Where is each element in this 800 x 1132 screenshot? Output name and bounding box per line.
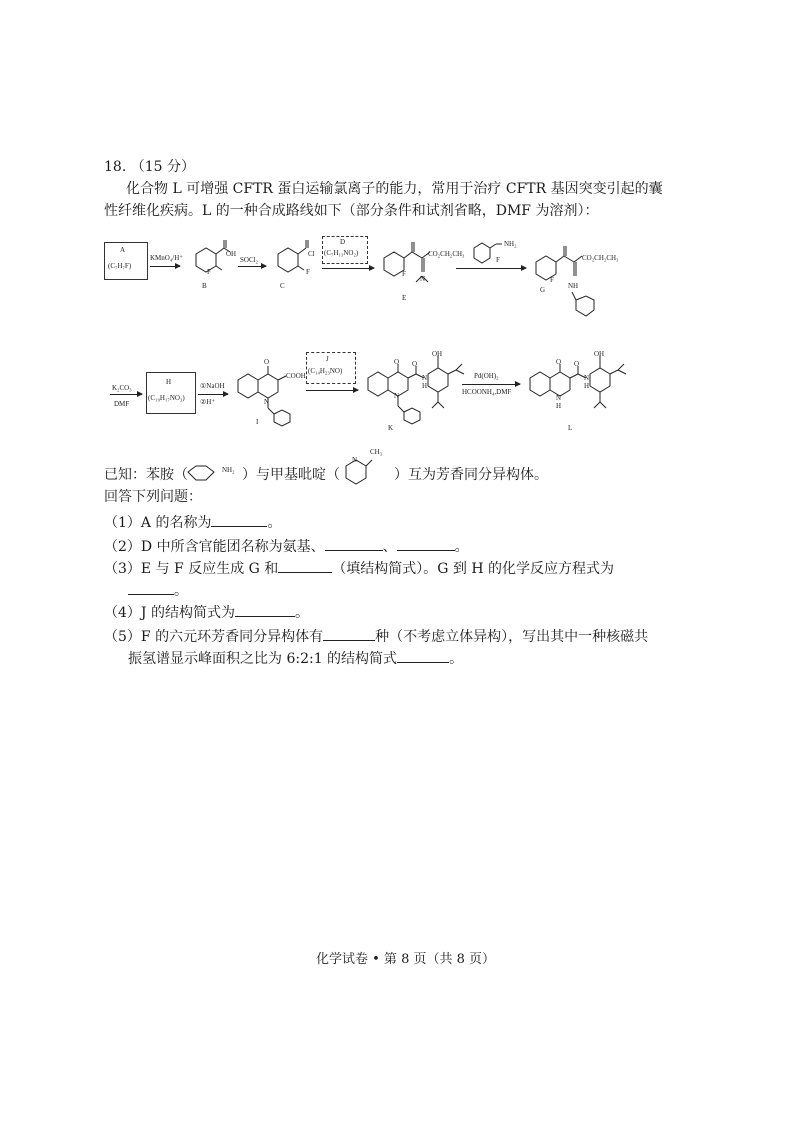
compound-E-structure — [378, 230, 458, 300]
arrow-C-to-E — [322, 268, 374, 269]
item-1-num: （1） — [104, 515, 141, 531]
compound-B-oh: OH — [226, 250, 237, 258]
compound-K-o: O — [394, 358, 400, 366]
item-3-answer-blank-2[interactable] — [128, 580, 174, 595]
item-1-answer-blank[interactable] — [211, 512, 267, 527]
compound-L-h: H — [584, 382, 590, 390]
compound-B-label: B — [202, 282, 207, 290]
compound-E-n: N — [420, 275, 426, 283]
compound-E-f: F — [402, 270, 406, 278]
compound-K-h: H — [422, 382, 428, 390]
compound-J-label: J — [326, 355, 329, 363]
compound-K-nh: N — [422, 374, 428, 382]
item-4 — [104, 602, 309, 622]
compound-K-label: K — [388, 424, 394, 432]
item-2-text-c: 。 — [454, 539, 469, 555]
item-5-answer-blank-1[interactable] — [323, 626, 375, 641]
item-5-text-b: 种（不考虑立体异构），写出其中一种核磁共 — [375, 629, 649, 645]
compound-B-structure — [186, 236, 236, 286]
compound-I-cooh: COOH — [286, 372, 306, 380]
item-2-answer-blank-2[interactable] — [397, 536, 455, 551]
reagent-K-to-L-1: Pd(OH)₂ — [474, 372, 499, 380]
reagent-A-to-B: KMnO₄/H⁺ — [150, 254, 183, 262]
compound-G-ester: CO₂CH₂CH₃ — [582, 254, 619, 262]
reagent-G-to-H-2: DMF — [114, 400, 130, 408]
item-5 — [104, 626, 648, 646]
item-3-text-a: E 与 F 反应生成 G 和 — [140, 561, 279, 577]
known-suffix: ）互为芳香同分异构体。 — [394, 467, 548, 483]
item-5-line-2 — [128, 648, 463, 668]
item-3-line-2 — [128, 580, 188, 600]
item-4-text-a: J 的结构简式为 — [140, 605, 235, 621]
item-4-num: （4） — [104, 605, 141, 621]
compound-F-label: F — [496, 256, 500, 264]
compound-K-n: N — [394, 392, 400, 400]
pyridine-n: N — [352, 456, 358, 464]
arrow-K-to-L — [462, 384, 520, 385]
item-1-text-b: 。 — [267, 515, 282, 531]
item-3-text-b: （填结构简式）。G 到 H 的化学反应方程式为 — [332, 561, 615, 577]
arrow-E-to-G — [456, 268, 526, 269]
item-4-text-b: 。 — [294, 605, 309, 621]
question-number — [104, 158, 195, 176]
compound-A-label: A — [120, 246, 126, 254]
item-3-answer-blank-1[interactable] — [278, 558, 332, 573]
item-2 — [104, 536, 469, 556]
compound-A-formula: (C₇H₇F) — [108, 262, 132, 270]
item-4-answer-blank[interactable] — [235, 602, 295, 617]
arrow-B-to-C — [238, 266, 266, 267]
compound-E-ester: CO₂CH₂CH₃ — [428, 250, 465, 258]
compound-I-structure — [232, 356, 302, 436]
arrow-H-to-I — [198, 394, 228, 395]
compound-K-oh: OH — [432, 350, 443, 358]
compound-D-label: D — [340, 238, 346, 246]
compound-C-structure — [268, 236, 318, 286]
item-2-text-a: D 中所含官能团名称为氨基、 — [140, 539, 325, 555]
compound-I-label: I — [256, 418, 259, 426]
item-1 — [104, 512, 281, 532]
arrow-I-to-K — [306, 390, 358, 391]
compound-H-formula: (C₁₉H₁₇NO₃) — [148, 394, 185, 402]
question-number-text: 18. — [104, 159, 127, 175]
item-5-line2-a: 振氢谱显示峰面积之比为 6:2:1 的结构简式 — [128, 651, 398, 667]
reagent-K-to-L-2: HCOONH₄,DMF — [462, 388, 512, 396]
compound-L-label: L — [568, 424, 573, 432]
intro-line-1: 化合物 L 可增强 CFTR 蛋白运输氯离子的能力，常用于治疗 CFTR 基因突变引起的囊 — [126, 181, 663, 197]
aniline-structure — [184, 458, 220, 488]
compound-L-o2: O — [574, 360, 580, 368]
reagent-H-to-I-2: ②H⁺ — [200, 398, 216, 406]
compound-G-label: G — [540, 286, 546, 294]
answer-prompt: 回答下列问题： — [104, 489, 202, 505]
compound-C-label: C — [280, 282, 285, 290]
compound-F-nh2: NH₂ — [504, 240, 517, 248]
compound-I-n: N — [264, 398, 270, 406]
item-5-text-a: F 的六元环芳香同分异构体有 — [140, 629, 324, 645]
reagent-G-to-H-1: K₂CO₃ — [112, 384, 132, 392]
item-1-text-a: A 的名称为 — [140, 515, 212, 531]
compound-J-formula: (C₁₄H₂₃NO) — [308, 367, 343, 375]
question-score: （15 分） — [130, 159, 195, 175]
compound-L-oh: OH — [594, 350, 605, 358]
compound-L-o: O — [556, 358, 562, 366]
compound-H-label: H — [166, 378, 172, 386]
known-middle: ）与甲基吡啶（ — [242, 467, 340, 483]
reagent-B-to-C: SOCl₂ — [240, 256, 259, 264]
item-3-text-c: 。 — [174, 583, 188, 599]
compound-G-nh: NH — [568, 282, 579, 290]
item-5-line2-b: 。 — [449, 651, 464, 667]
compound-C-cl: Cl — [308, 250, 315, 258]
item-5-num: （5） — [104, 629, 141, 645]
item-2-text-b: 、 — [382, 539, 397, 555]
pyridine-ch3: CH₃ — [370, 448, 383, 456]
compound-G-structure — [530, 234, 620, 324]
compound-A-box — [104, 242, 148, 280]
compound-D-formula: (C₇H₁₃NO₂) — [324, 249, 359, 257]
compound-K-o2: O — [412, 360, 418, 368]
item-3 — [104, 558, 614, 578]
compound-I-o: O — [264, 358, 270, 366]
compound-C-f: F — [306, 268, 310, 276]
aniline-nh2: NH₂ — [222, 466, 235, 474]
compound-B-f: F — [207, 268, 211, 276]
item-5-answer-blank-2[interactable] — [397, 648, 449, 663]
compound-E-label: E — [402, 294, 407, 302]
item-3-num: （3） — [104, 561, 141, 577]
compound-G-f: F — [550, 276, 554, 284]
intro-line-2: 性纤维化疾病。L 的一种合成路线如下（部分条件和试剂省略，DMF 为溶剂）： — [104, 203, 599, 219]
compound-L-n-ring: N — [556, 394, 562, 402]
arrow-G-to-H — [110, 394, 142, 395]
compound-L-nh: N — [584, 374, 590, 382]
reagent-H-to-I-1: ①NaOH — [200, 382, 225, 390]
item-2-num: （2） — [104, 539, 141, 555]
page-footer: 化学试卷 • 第 8 页（共 8 页） — [316, 952, 496, 967]
known-prefix: 已知：苯胺（ — [104, 467, 188, 483]
compound-L-h-ring: H — [556, 402, 562, 410]
item-2-answer-blank-1[interactable] — [325, 536, 383, 551]
arrow-A-to-B — [150, 266, 180, 267]
